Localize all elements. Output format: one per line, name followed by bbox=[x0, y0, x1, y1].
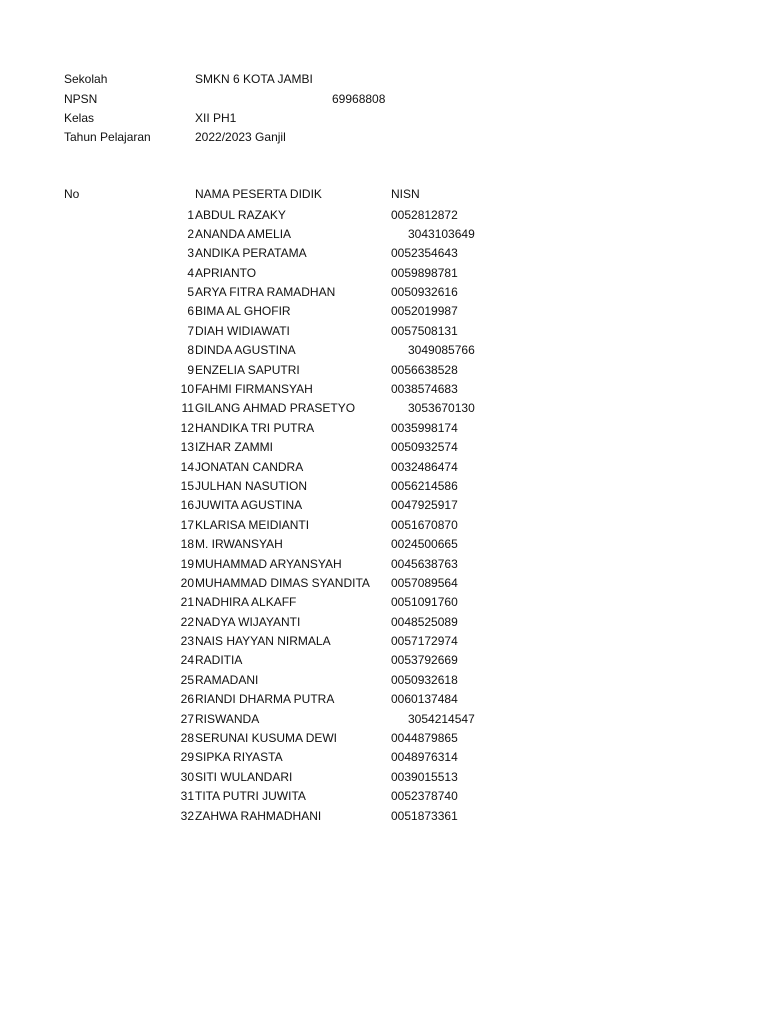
student-name: NADYA WIJAYANTI bbox=[195, 614, 301, 629]
table-row bbox=[0, 574, 768, 593]
student-nisn: 0032486474 bbox=[391, 459, 458, 474]
table-row bbox=[0, 535, 768, 554]
student-nisn: 0053792669 bbox=[391, 653, 458, 668]
row-number: 7 bbox=[187, 323, 194, 338]
table-row bbox=[0, 438, 768, 457]
header-no: No bbox=[64, 187, 80, 201]
student-name: APRIANTO bbox=[195, 265, 257, 280]
student-nisn: 0039015513 bbox=[391, 769, 458, 784]
student-nisn: 0060137484 bbox=[391, 692, 458, 707]
row-number: 31 bbox=[180, 789, 194, 804]
table-row bbox=[0, 419, 768, 438]
student-nisn: 0038574683 bbox=[391, 382, 458, 397]
student-nisn: 3053670130 bbox=[408, 401, 475, 416]
student-name: RAMADANI bbox=[195, 672, 259, 687]
row-number: 27 bbox=[180, 711, 194, 726]
table-row bbox=[0, 361, 768, 380]
table-row bbox=[0, 380, 768, 399]
student-name: DINDA AGUSTINA bbox=[195, 343, 296, 358]
table-row bbox=[0, 516, 768, 535]
table-row bbox=[0, 264, 768, 283]
student-nisn: 0051091760 bbox=[391, 595, 458, 610]
student-nisn: 0044879865 bbox=[391, 731, 458, 746]
student-nisn: 0056214586 bbox=[391, 478, 458, 493]
table-row bbox=[0, 283, 768, 302]
row-number: 24 bbox=[180, 653, 194, 668]
row-number: 9 bbox=[187, 362, 194, 377]
student-name: MUHAMMAD ARYANSYAH bbox=[195, 556, 342, 571]
student-nisn: 0035998174 bbox=[391, 420, 458, 435]
row-number: 17 bbox=[180, 517, 194, 532]
row-number: 32 bbox=[180, 808, 194, 823]
table-row bbox=[0, 613, 768, 632]
table-row bbox=[0, 651, 768, 670]
row-number: 23 bbox=[180, 634, 194, 649]
row-number: 18 bbox=[180, 537, 194, 552]
row-number: 20 bbox=[180, 575, 194, 590]
student-nisn: 0056638528 bbox=[391, 362, 458, 377]
table-row bbox=[0, 322, 768, 341]
table-row bbox=[0, 225, 768, 244]
npsn-value: 69968808 bbox=[332, 91, 386, 106]
row-number: 11 bbox=[181, 401, 194, 416]
student-nisn: 0052812872 bbox=[391, 207, 458, 222]
row-number: 15 bbox=[180, 478, 194, 493]
table-row bbox=[0, 593, 768, 612]
row-number: 26 bbox=[180, 692, 194, 707]
student-name: ARYA FITRA RAMADHAN bbox=[195, 285, 336, 300]
student-nisn: 0057508131 bbox=[391, 323, 458, 338]
student-name: ENZELIA SAPUTRI bbox=[195, 362, 300, 377]
table-body bbox=[0, 206, 768, 827]
table-row bbox=[0, 748, 768, 767]
student-nisn: 0052354643 bbox=[391, 246, 458, 261]
student-nisn: 0057089564 bbox=[391, 575, 458, 590]
row-number: 4 bbox=[187, 265, 194, 280]
student-nisn: 0050932618 bbox=[391, 672, 458, 687]
row-number: 10 bbox=[180, 382, 194, 397]
student-name: NAIS HAYYAN NIRMALA bbox=[195, 634, 331, 649]
student-nisn: 0050932616 bbox=[391, 285, 458, 300]
kelas-value: XII PH1 bbox=[195, 110, 237, 125]
student-nisn: 0052019987 bbox=[391, 304, 458, 319]
student-name: TITA PUTRI JUWITA bbox=[195, 789, 306, 804]
student-name: GILANG AHMAD PRASETYO bbox=[195, 401, 356, 416]
student-name: ANANDA AMELIA bbox=[195, 226, 292, 241]
table-row bbox=[0, 206, 768, 225]
student-name: FAHMI FIRMANSYAH bbox=[195, 382, 313, 397]
table-row bbox=[0, 632, 768, 651]
table-row bbox=[0, 710, 768, 729]
student-nisn: 3054214547 bbox=[408, 711, 475, 726]
sekolah-label: Sekolah bbox=[64, 72, 108, 86]
row-number: 5 bbox=[187, 285, 194, 300]
student-nisn: 0059898781 bbox=[391, 265, 458, 280]
student-name: JUWITA AGUSTINA bbox=[195, 498, 303, 513]
student-nisn: 0057172974 bbox=[391, 634, 458, 649]
row-number: 1 bbox=[187, 207, 194, 222]
student-name: MUHAMMAD DIMAS SYANDITA bbox=[195, 575, 370, 590]
row-number: 29 bbox=[180, 750, 194, 765]
student-name: KLARISA MEIDIANTI bbox=[195, 517, 310, 532]
table-row bbox=[0, 477, 768, 496]
table-row bbox=[0, 555, 768, 574]
table-row bbox=[0, 341, 768, 360]
table-row bbox=[0, 399, 768, 418]
row-number: 13 bbox=[180, 440, 194, 455]
tahun-pelajaran-value: 2022/2023 Ganjil bbox=[195, 130, 286, 144]
row-number: 6 bbox=[187, 304, 194, 319]
student-name: JULHAN NASUTION bbox=[195, 478, 308, 493]
student-nisn: 3049085766 bbox=[408, 343, 475, 358]
header-name: NAMA PESERTA DIDIK bbox=[195, 187, 322, 201]
student-name: IZHAR ZAMMI bbox=[195, 440, 273, 455]
table-row bbox=[0, 729, 768, 748]
table-row bbox=[0, 768, 768, 787]
table-row bbox=[0, 787, 768, 806]
student-name: RIANDI DHARMA PUTRA bbox=[195, 692, 335, 707]
row-number: 14 bbox=[180, 459, 194, 474]
student-nisn: 0047925917 bbox=[391, 498, 458, 513]
student-name: SERUNAI KUSUMA DEWI bbox=[195, 731, 338, 746]
student-nisn: 3043103649 bbox=[408, 226, 475, 241]
row-number: 2 bbox=[187, 226, 194, 241]
student-name: RADITIA bbox=[195, 653, 243, 668]
student-name: SITI WULANDARI bbox=[195, 769, 293, 784]
row-number: 19 bbox=[180, 556, 194, 571]
tahun-pelajaran-label: Tahun Pelajaran bbox=[64, 130, 151, 144]
row-number: 21 bbox=[180, 595, 194, 610]
student-name: RISWANDA bbox=[195, 711, 260, 726]
row-number: 28 bbox=[180, 731, 194, 746]
table-row bbox=[0, 458, 768, 477]
table-row bbox=[0, 671, 768, 690]
student-nisn: 0048976314 bbox=[391, 750, 458, 765]
row-number: 12 bbox=[180, 420, 194, 435]
student-name: ABDUL RAZAKY bbox=[195, 207, 286, 222]
student-nisn: 0052378740 bbox=[391, 789, 458, 804]
row-number: 22 bbox=[180, 614, 194, 629]
student-name: HANDIKA TRI PUTRA bbox=[195, 420, 315, 435]
student-name: DIAH WIDIAWATI bbox=[195, 323, 290, 338]
table-row bbox=[0, 807, 768, 826]
table-row bbox=[0, 302, 768, 321]
row-number: 25 bbox=[180, 672, 194, 687]
row-number: 16 bbox=[180, 498, 194, 513]
student-name: JONATAN CANDRA bbox=[195, 459, 304, 474]
student-name: ANDIKA PERATAMA bbox=[195, 246, 307, 261]
student-nisn: 0048525089 bbox=[391, 614, 458, 629]
student-name: ZAHWA RAHMADHANI bbox=[195, 808, 322, 823]
student-nisn: 0050932574 bbox=[391, 440, 458, 455]
student-name: M. IRWANSYAH bbox=[195, 537, 283, 552]
sekolah-value: SMKN 6 KOTA JAMBI bbox=[195, 72, 313, 86]
table-row bbox=[0, 496, 768, 515]
row-number: 3 bbox=[187, 246, 194, 261]
student-nisn: 0051670870 bbox=[391, 517, 458, 532]
npsn-label: NPSN bbox=[64, 91, 98, 106]
student-nisn: 0051873361 bbox=[391, 808, 458, 823]
header-nisn: NISN bbox=[391, 187, 420, 201]
student-name: NADHIRA ALKAFF bbox=[195, 595, 297, 610]
row-number: 30 bbox=[180, 769, 194, 784]
row-number: 8 bbox=[187, 343, 194, 358]
student-nisn: 0045638763 bbox=[391, 556, 458, 571]
table-row bbox=[0, 690, 768, 709]
student-nisn: 0024500665 bbox=[391, 537, 458, 552]
kelas-label: Kelas bbox=[64, 110, 95, 125]
student-name: SIPKA RIYASTA bbox=[195, 750, 283, 765]
student-name: BIMA AL GHOFIR bbox=[195, 304, 291, 319]
table-row bbox=[0, 244, 768, 263]
